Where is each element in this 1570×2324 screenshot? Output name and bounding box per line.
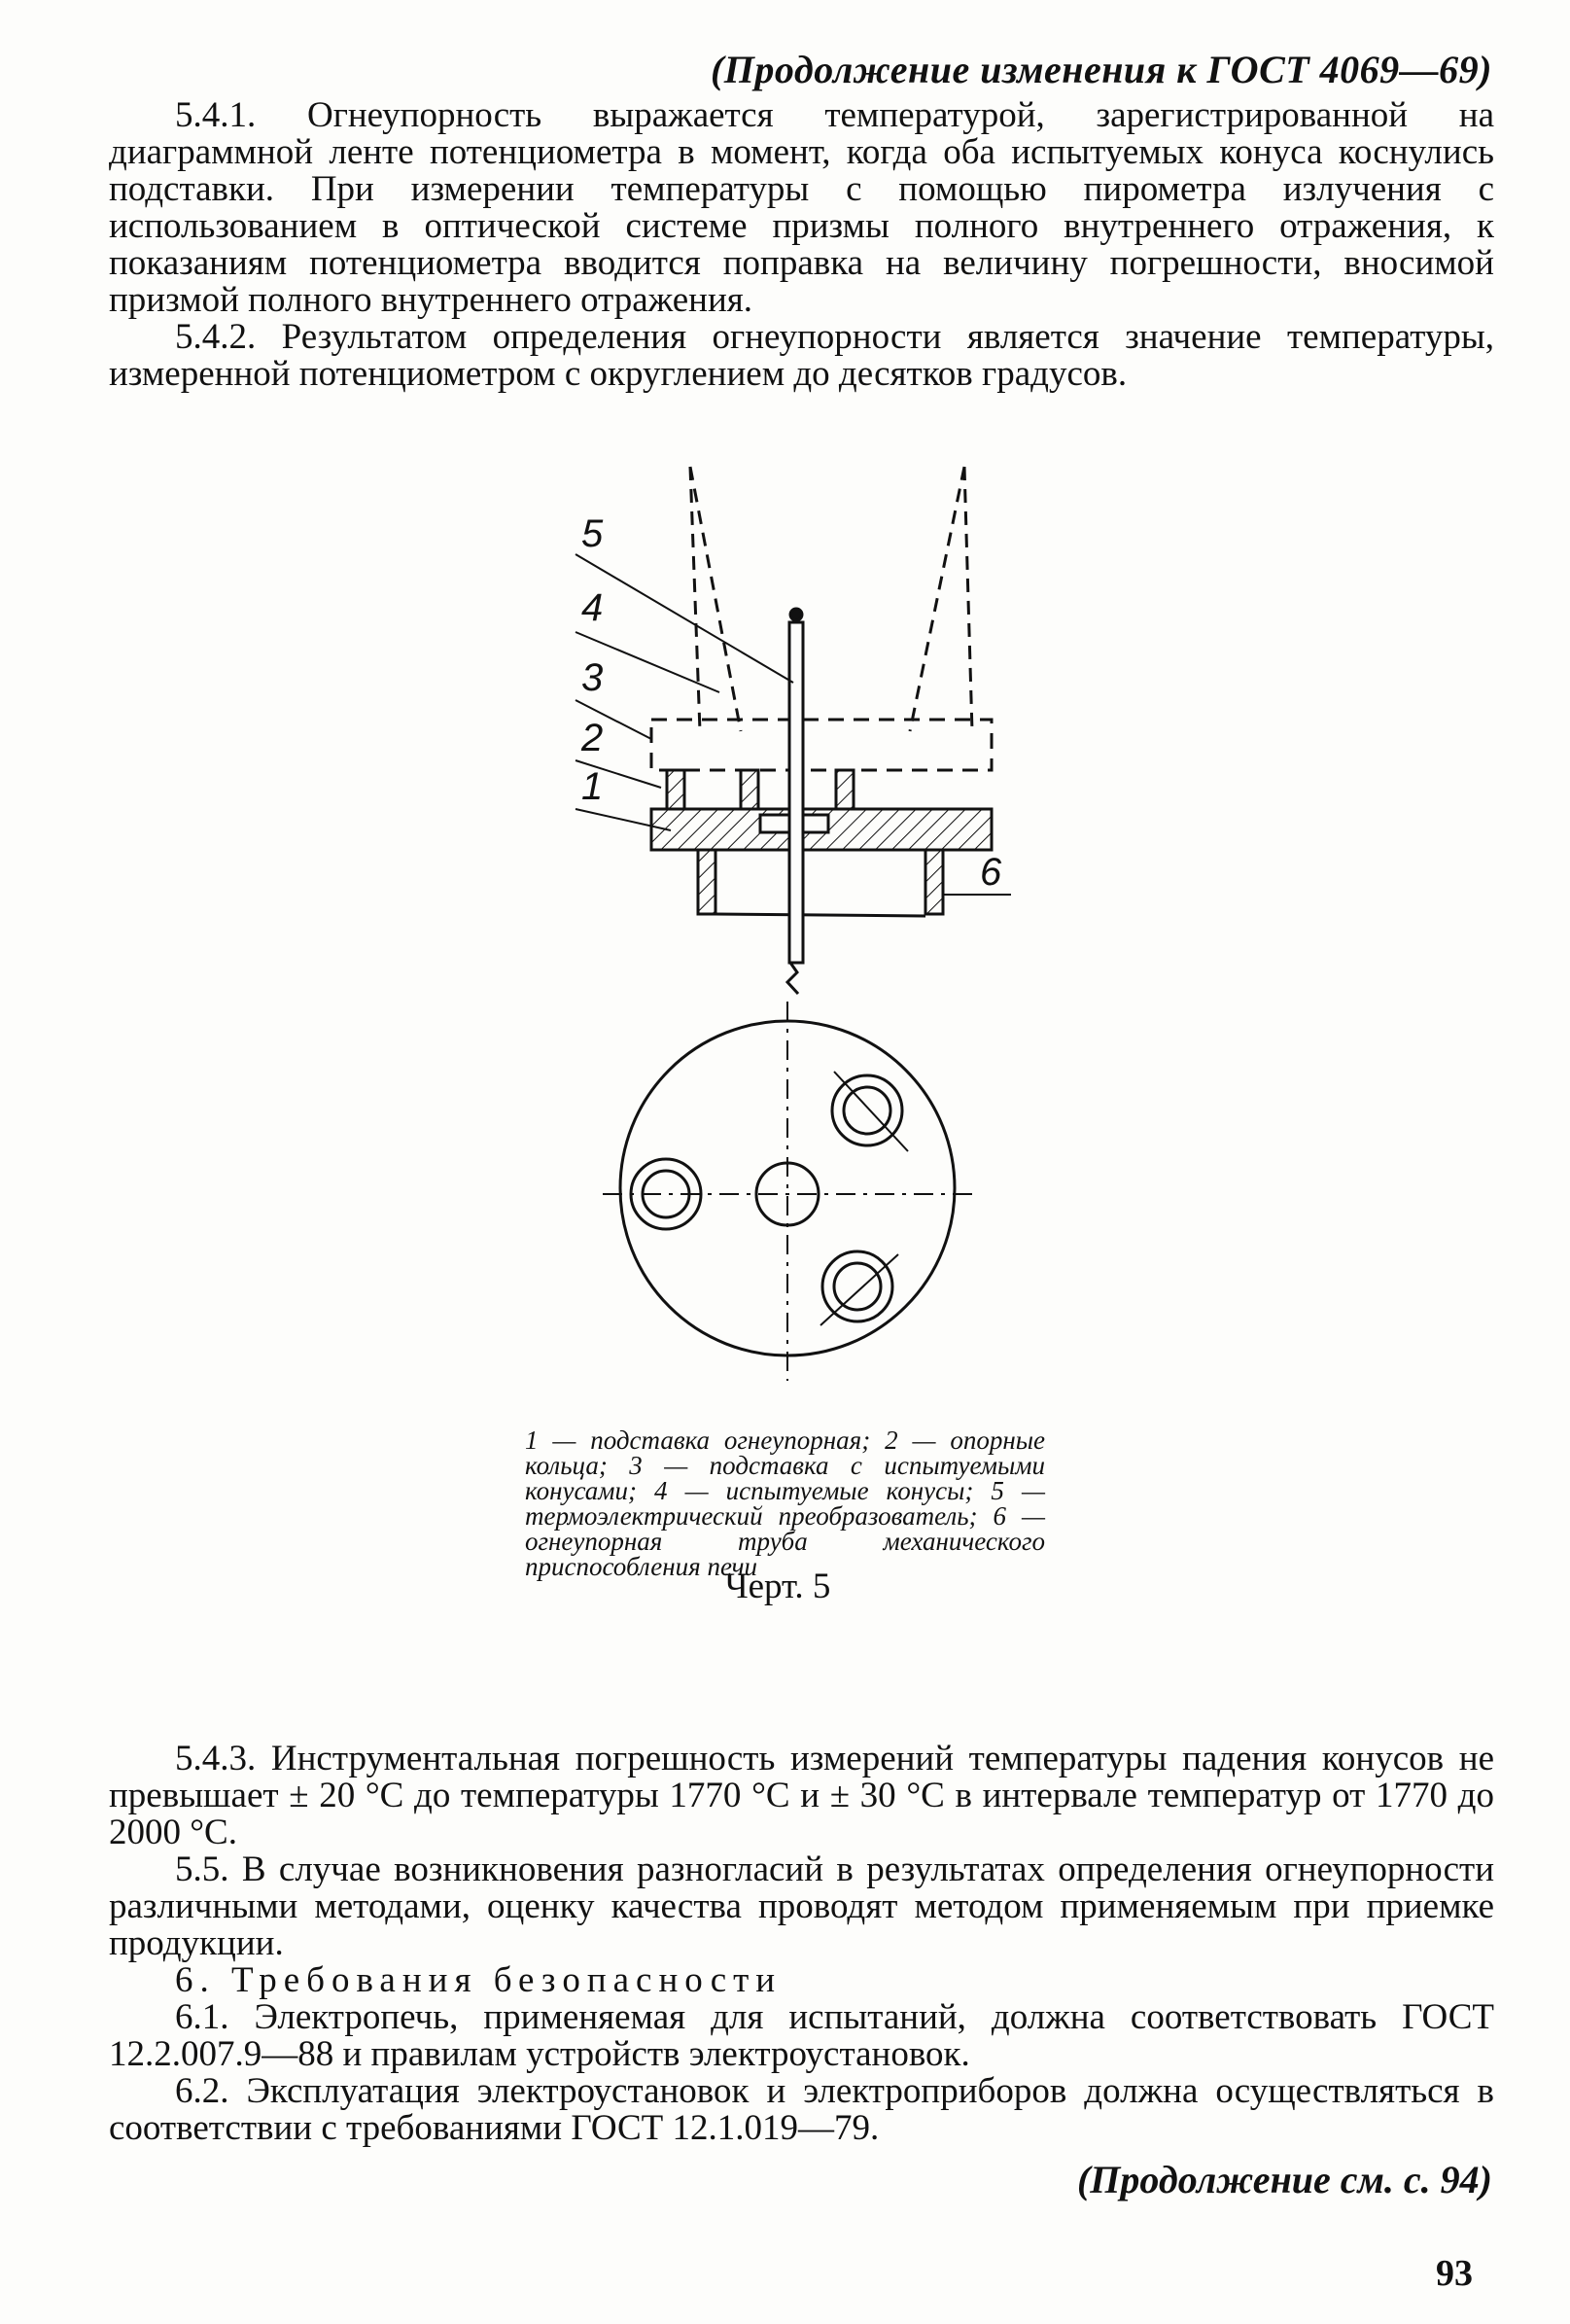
paragraph-5-5: 5.5. В случае возникновения разногласий в результатах определения огнеупорности различными методами, оценку качества проводят методом применяемым при приемке продукции. xyxy=(109,1849,1494,1963)
refractory-stand xyxy=(651,809,992,850)
figure-caption: 1 — подставка огнеупорная; 2 — опорные кольца; 3 — подставка с испытуемыми конусами; 4 — испытуемые конусы; 5 — термоэлектрический преобразователь; 6 — огнеупорная труба механического приспособления печи xyxy=(525,1426,1045,1581)
thermocouple xyxy=(787,609,803,994)
page-header: (Продолжение изменения к ГОСТ 4069—69) xyxy=(710,48,1492,91)
text-block-bottom xyxy=(109,1741,1494,2147)
label-1: 1 xyxy=(581,765,604,808)
label-2: 2 xyxy=(581,717,604,759)
label-6: 6 xyxy=(980,851,1002,894)
label-3: 3 xyxy=(581,656,604,699)
figure-title: Черт. 5 xyxy=(724,1567,831,1606)
page-number: 93 xyxy=(1436,2253,1473,2294)
support-rings xyxy=(667,770,854,809)
text-block-top xyxy=(109,97,1494,393)
ring-plan-lower-right xyxy=(820,1251,898,1325)
plan-view xyxy=(603,1002,980,1381)
paragraph-6-1: 6.1. Электропечь, применяемая для испытаний, должна соответствовать ГОСТ 12.2.007.9—88 и правилам устройств электроустановок. xyxy=(109,1997,1494,2074)
test-cone-right xyxy=(910,467,972,731)
ring-plan-left xyxy=(631,1159,701,1229)
label-4: 4 xyxy=(581,586,604,629)
paragraph-6-2: 6.2. Эксплуатация электроустановок и электроприборов должна осуществляться в соответствии с требованиями ГОСТ 12.1.019—79. xyxy=(109,2071,1494,2148)
label-5: 5 xyxy=(581,512,604,555)
ring-plan-upper-right xyxy=(832,1072,908,1151)
refractory-tube xyxy=(698,850,943,916)
section-heading-safety: 6. Требования безопасности xyxy=(175,1960,783,2000)
paragraph-5-4-2: 5.4.2. Результатом определения огнеупорности является значение температуры, измеренной потенциометром с округлением до десятков градусов. xyxy=(109,317,1494,394)
paragraph-5-4-3: 5.4.3. Инструментальная погрешность измерений температуры падения конусов не превышает ± 20 °С до температуры 1770 °С и ± 30 °С в интервале температур от 1770 до 2000 °С. xyxy=(109,1739,1494,1852)
continuation-note: (Продолжение см. с. 94) xyxy=(1076,2158,1492,2201)
cone-stand-outline xyxy=(651,720,992,770)
figure-drawing xyxy=(525,457,1030,1468)
paragraph-5-4-1: 5.4.1. Огнеупорность выражается температурой, зарегистрированной на диаграммной ленте потенциометра в момент, когда оба испытуемых конуса коснулись подставки. При измерении температуры с помощью пирометра излучения с использованием в оптической системе призмы полного внутреннего отражения, к показаниям потенциометра вводится поправка на величину погрешности, вносимой призмой полного внутреннего отражения. xyxy=(109,95,1494,320)
